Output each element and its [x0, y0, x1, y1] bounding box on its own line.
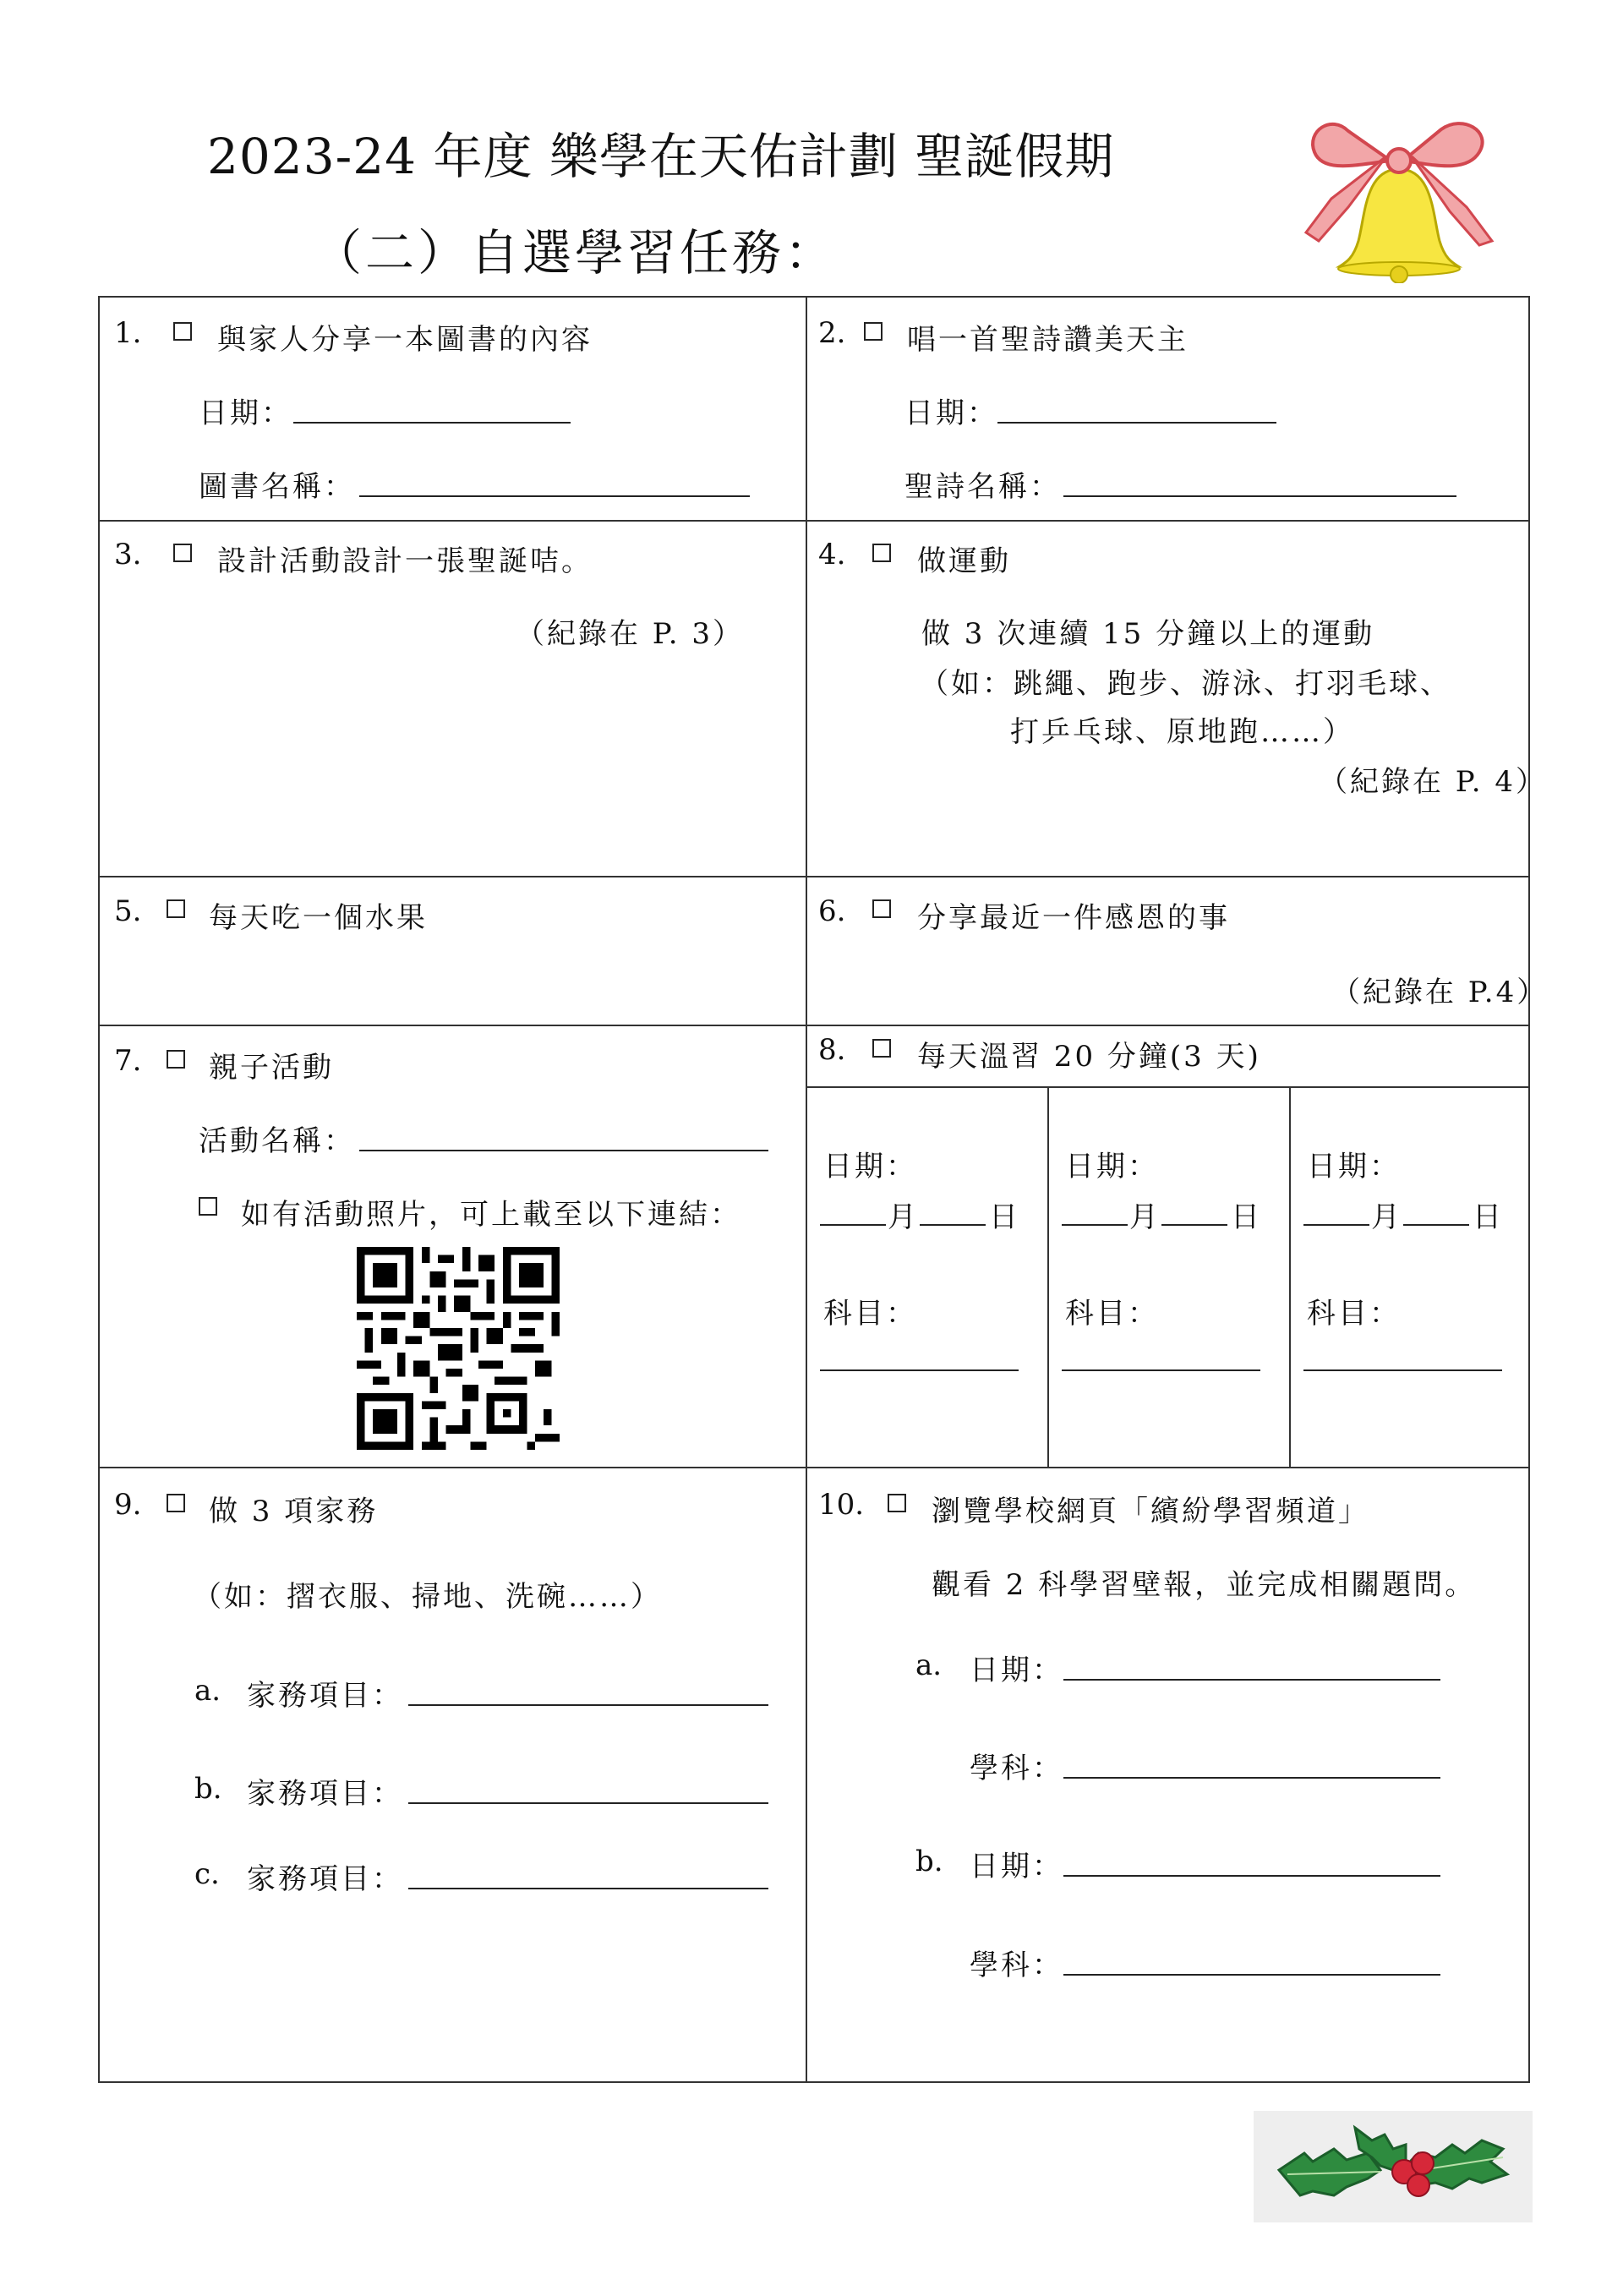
chores-examples: （如：摺衣服、掃地、洗碗……）: [193, 1580, 662, 1614]
task-number: 5.: [114, 894, 142, 928]
subject-field[interactable]: [1063, 1777, 1440, 1779]
month-label: 月: [1129, 1200, 1161, 1234]
subject-field[interactable]: [820, 1369, 1019, 1371]
item-letter: a.: [194, 1674, 221, 1708]
hymn-name-field[interactable]: [1063, 495, 1456, 497]
date-label: 日期：: [1307, 1150, 1401, 1184]
task-title: 設計活動設計一張聖誕咭。: [217, 544, 593, 578]
column-divider: [1047, 1086, 1049, 1467]
month-field[interactable]: [820, 1224, 886, 1226]
activity-name-field[interactable]: [359, 1150, 768, 1151]
book-name-field[interactable]: [359, 495, 750, 497]
chore-field[interactable]: [408, 1888, 768, 1889]
task-title: 親子活動: [209, 1051, 334, 1085]
column-divider: [806, 298, 807, 2081]
task-1-checkbox[interactable]: [173, 322, 192, 341]
row-divider: [100, 1467, 1528, 1468]
task-title: 每天吃一個水果: [209, 901, 428, 935]
book-name-label: 圖書名稱：: [199, 470, 355, 504]
record-note: （紀錄在 P.4）: [1331, 976, 1549, 1009]
task-8-checkbox[interactable]: [872, 1039, 891, 1058]
task-number: 4.: [818, 538, 846, 571]
subject-label: 科目：: [1065, 1297, 1159, 1331]
task-number: 10.: [818, 1488, 865, 1522]
upload-instruction: 如有活動照片，可上載至以下連結：: [241, 1198, 741, 1232]
row-divider: [100, 1025, 1528, 1026]
task-2-checkbox[interactable]: [864, 322, 883, 341]
task-3-checkbox[interactable]: [173, 544, 192, 562]
task-number: 2.: [818, 316, 846, 350]
item-letter: b.: [915, 1845, 943, 1878]
page-subtitle: （二）自選學習任務：: [313, 224, 838, 282]
chore-label: 家務項目：: [247, 1777, 403, 1811]
subject-label: 學科：: [970, 1949, 1063, 1982]
date-label: 日期：: [970, 1654, 1063, 1687]
qr-code-icon[interactable]: [357, 1247, 560, 1450]
row-divider: [806, 1086, 1528, 1088]
task-number: 1.: [114, 316, 142, 350]
task-number: 8.: [818, 1033, 846, 1067]
subject-field[interactable]: [1303, 1369, 1502, 1371]
column-divider: [1289, 1086, 1291, 1467]
chore-field[interactable]: [408, 1704, 768, 1706]
month-field[interactable]: [1303, 1224, 1369, 1226]
month-label: 月: [888, 1200, 919, 1234]
day-label: 日: [1473, 1200, 1504, 1234]
task-7-checkbox[interactable]: [167, 1050, 185, 1069]
chore-label: 家務項目：: [247, 1862, 403, 1896]
chore-field[interactable]: [408, 1802, 768, 1804]
subject-label: 科目：: [823, 1297, 917, 1331]
activity-name-label: 活動名稱：: [199, 1124, 355, 1158]
row-divider: [100, 876, 1528, 877]
date-label: 日期：: [823, 1150, 917, 1184]
date-label: 日期：: [904, 396, 998, 430]
christmas-bell-icon: [1298, 114, 1500, 283]
task-title: 唱一首聖詩讚美天主: [907, 323, 1189, 357]
day-field[interactable]: [920, 1224, 986, 1226]
hymn-name-label: 聖詩名稱：: [904, 470, 1061, 504]
item-letter: b.: [194, 1772, 222, 1806]
date-field[interactable]: [997, 422, 1276, 424]
photo-upload-checkbox[interactable]: [199, 1197, 217, 1216]
day-field[interactable]: [1161, 1224, 1227, 1226]
item-letter: a.: [915, 1648, 943, 1682]
date-field[interactable]: [1063, 1679, 1440, 1681]
date-label: 日期：: [1065, 1150, 1159, 1184]
date-field[interactable]: [1063, 1875, 1440, 1877]
month-field[interactable]: [1062, 1224, 1128, 1226]
exercise-examples: 打乒乓球、原地跑……）: [1010, 715, 1354, 749]
row-divider: [100, 520, 1528, 522]
task-title: 瀏覽學校網頁「繽紛學習頻道」: [932, 1495, 1369, 1528]
holly-icon: [1254, 2111, 1533, 2222]
page-title: 2023-24 年度 樂學在天佑計劃 聖誕假期: [207, 128, 1115, 185]
task-description: 觀看 2 科學習壁報，並完成相關題問。: [932, 1568, 1477, 1602]
task-number: 3.: [114, 538, 142, 571]
month-label: 月: [1371, 1200, 1402, 1234]
task-number: 7.: [114, 1044, 142, 1078]
task-number: 6.: [818, 894, 846, 928]
task-title: 分享最近一件感恩的事: [917, 901, 1230, 935]
task-4-checkbox[interactable]: [872, 544, 891, 562]
date-field[interactable]: [293, 422, 571, 424]
exercise-description: 做 3 次連續 15 分鐘以上的運動: [921, 617, 1375, 651]
task-10-checkbox[interactable]: [888, 1494, 906, 1512]
day-label: 日: [989, 1200, 1020, 1234]
record-note: （紀錄在 P. 4）: [1319, 765, 1548, 799]
subject-label: 學科：: [970, 1752, 1063, 1785]
item-letter: c.: [194, 1857, 220, 1891]
chore-label: 家務項目：: [247, 1679, 403, 1713]
record-note: （紀錄在 P. 3）: [516, 617, 745, 651]
task-title: 每天溫習 20 分鐘(3 天): [917, 1040, 1261, 1074]
exercise-examples: （如：跳繩、跑步、游泳、打羽毛球、: [920, 667, 1451, 701]
subject-field[interactable]: [1062, 1369, 1260, 1371]
task-title: 做 3 項家務: [209, 1495, 379, 1528]
day-field[interactable]: [1403, 1224, 1469, 1226]
date-label: 日期：: [970, 1850, 1063, 1883]
subject-field[interactable]: [1063, 1974, 1440, 1976]
date-label: 日期：: [199, 396, 292, 430]
task-title: 做運動: [917, 544, 1011, 578]
task-9-checkbox[interactable]: [167, 1494, 185, 1512]
task-5-checkbox[interactable]: [167, 899, 185, 918]
subject-label: 科目：: [1307, 1297, 1401, 1331]
day-label: 日: [1231, 1200, 1262, 1234]
task-title: 與家人分享一本圖書的內容: [217, 323, 593, 357]
task-number: 9.: [114, 1488, 142, 1522]
task-6-checkbox[interactable]: [872, 899, 891, 918]
